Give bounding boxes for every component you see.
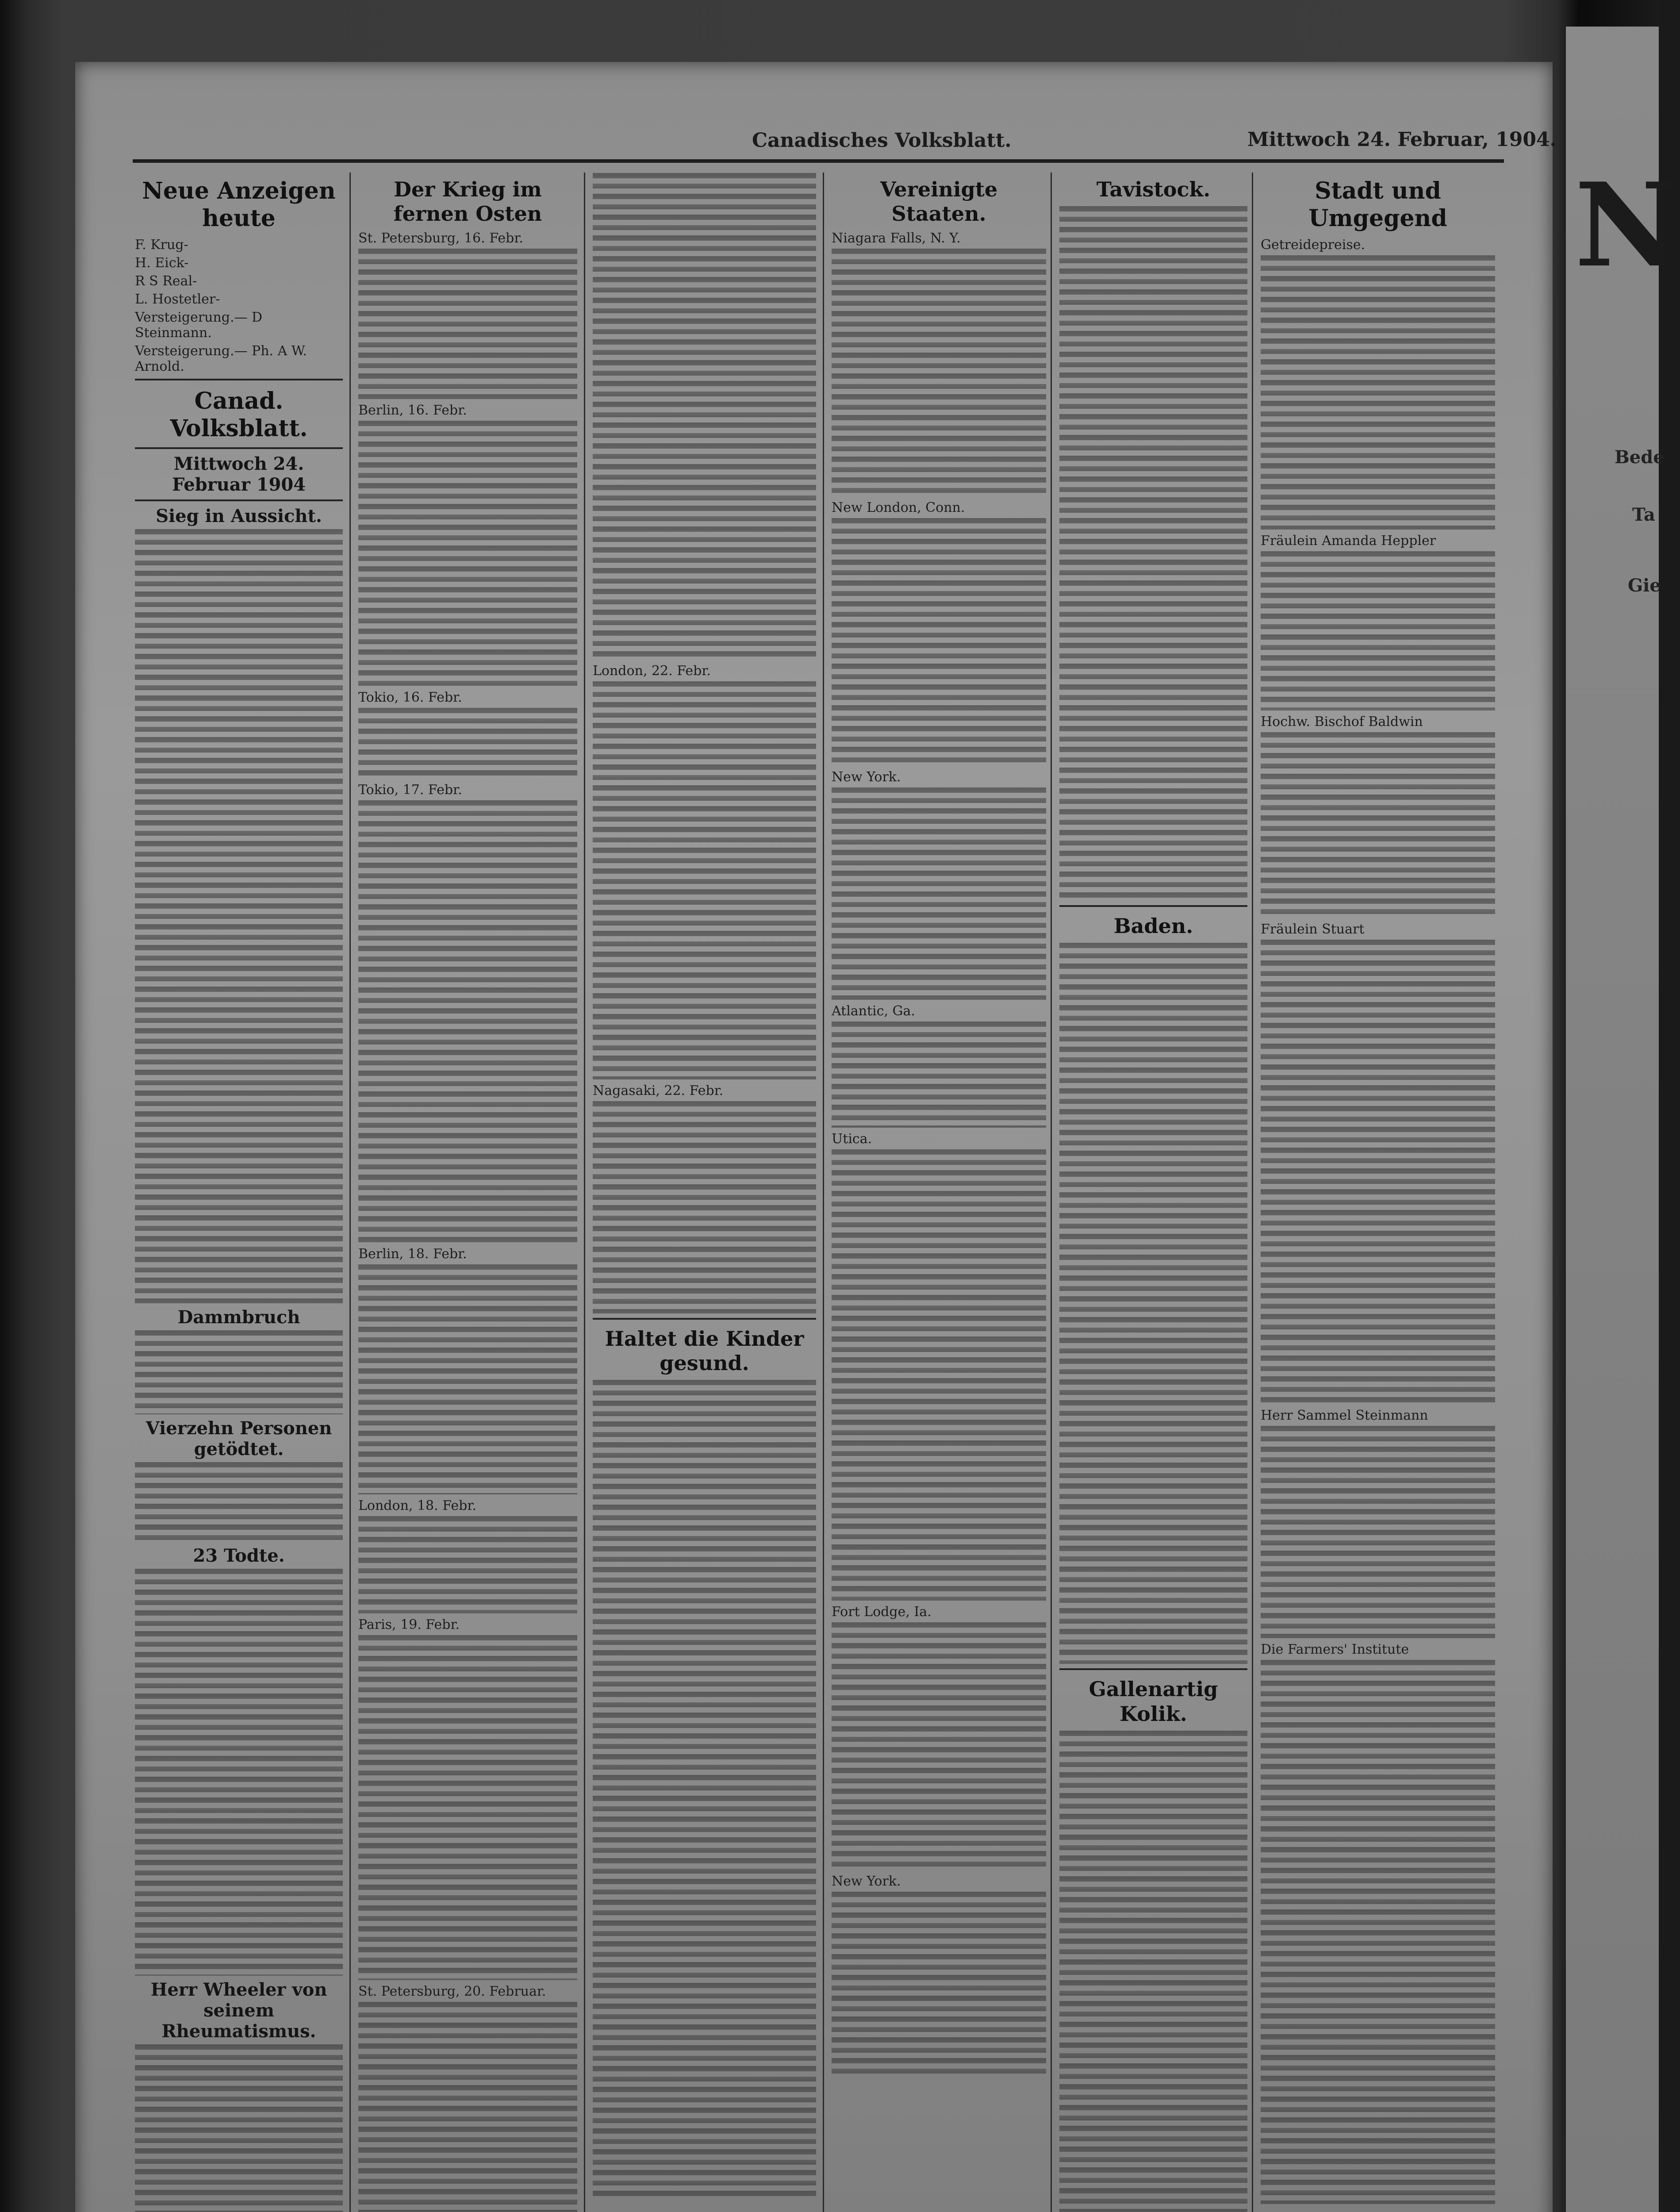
article-heading: Haltet die Kinder gesund.: [605, 1327, 804, 1375]
article-body: [1261, 551, 1495, 710]
adjacent-page-title-letter: N: [1575, 158, 1680, 293]
article-heading: Vereinigte Staaten.: [880, 177, 998, 226]
article-body: [135, 529, 343, 1303]
column-2: [358, 170, 577, 2212]
article-heading: Herr Wheeler von seinem Rheumatismus.: [150, 1979, 327, 2042]
header-rule: [133, 159, 1504, 163]
dateline: Atlantic, Ga.: [832, 1003, 915, 1019]
divider: [135, 379, 343, 380]
column-4: [832, 170, 1046, 2212]
article-body: [358, 421, 577, 686]
article-heading: Vierzehn Personen getödtet.: [146, 1417, 332, 1459]
adjacent-page-strip: [1566, 27, 1659, 2212]
divider: [135, 499, 343, 501]
column-rule: [823, 173, 824, 2212]
item-start: Fräulein Amanda Heppler: [1261, 533, 1436, 549]
dateline: Nagasaki, 22. Febr.: [593, 1083, 724, 1098]
item-start: Herr Sammel Steinmann: [1261, 1407, 1428, 1423]
article-body: [593, 681, 816, 1079]
article-body: [1059, 943, 1247, 1664]
ads-heading: Neue Anzeigen heute: [142, 177, 336, 232]
ad-line: L. Hostetler-: [135, 291, 220, 307]
article-body: [1261, 732, 1495, 918]
dateline: Berlin, 16. Febr.: [358, 403, 467, 419]
article-body: [1261, 1426, 1495, 1638]
article-body: [1261, 1660, 1495, 2204]
column-5: [1059, 170, 1247, 2212]
dateline: New York.: [832, 1874, 901, 1889]
dateline: Utica.: [832, 1131, 872, 1147]
ad-line: F. Krug-: [135, 237, 188, 253]
dateline: Paris, 19. Febr.: [358, 1617, 460, 1633]
article-body: [1059, 206, 1247, 901]
article-body: [832, 518, 1046, 766]
dateline: Tokio, 17. Febr.: [358, 782, 462, 798]
item-start: Hochw. Bischof Baldwin: [1261, 714, 1423, 730]
article-heading: Sieg in Aussicht.: [156, 505, 322, 526]
article-body: [1059, 1731, 1247, 2212]
article-heading: 23 Todte.: [193, 1545, 285, 1566]
article-body: [593, 173, 816, 660]
article-body: [832, 1622, 1046, 1870]
paper-title: Canad. Volksblatt.: [170, 387, 308, 442]
dateline: Tokio, 16. Febr.: [358, 690, 462, 706]
article-heading: Tavistock.: [1096, 177, 1211, 201]
date-line: Mittwoch 24. Februar 1904: [172, 453, 306, 495]
article-heading: Der Krieg im fernen Osten: [393, 177, 542, 226]
item-start: Getreidepreise.: [1261, 237, 1365, 253]
column-rule: [584, 173, 585, 2212]
column-1: [135, 170, 343, 2212]
divider: [1059, 1668, 1247, 1670]
article-body: [593, 1380, 816, 2198]
ad-line: H. Eick-: [135, 255, 189, 271]
item-start: Die Farmers' Institute: [1261, 1641, 1409, 1657]
column-6: [1261, 170, 1495, 2212]
article-body: [358, 249, 577, 399]
article-body: [135, 1569, 343, 1976]
divider: [1059, 905, 1247, 907]
ad-line: Versteigerung.— D Steinmann.: [135, 309, 263, 341]
article-body: [135, 1462, 343, 1542]
dateline: London, 18. Febr.: [358, 1498, 476, 1514]
article-body: [135, 2044, 343, 2212]
article-body: [358, 1635, 577, 1980]
article-body: [1261, 940, 1495, 1404]
article-body: [832, 249, 1046, 496]
article-body: [832, 787, 1046, 1000]
article-body: [358, 1264, 577, 1494]
article-body: [832, 1149, 1046, 1601]
article-body: [832, 1022, 1046, 1128]
article-heading: Dammbruch: [177, 1306, 300, 1328]
divider: [135, 447, 343, 449]
article-body: [358, 1516, 577, 1613]
adjacent-page-fragment: Ta: [1632, 504, 1655, 525]
ad-line: R S Real-: [135, 273, 197, 289]
article-body: [358, 708, 577, 779]
article-heading: Baden.: [1113, 914, 1193, 938]
article-heading: Gallenartig Kolik.: [1089, 1677, 1218, 1726]
dateline: Fort Lodge, Ia.: [832, 1604, 932, 1620]
column-3: [593, 170, 816, 2212]
item-start: Fräulein Stuart: [1261, 921, 1365, 937]
article-body: [135, 1330, 343, 1414]
page-running-date: Mittwoch 24. Februar, 1904.: [1247, 128, 1557, 151]
column-rule: [1051, 173, 1052, 2212]
article-heading: Stadt und Umgegend: [1308, 177, 1447, 232]
ad-line: Versteigerung.— Ph. A W. Arnold.: [135, 343, 307, 374]
column-rule: [349, 173, 351, 2212]
article-body: [832, 1892, 1046, 2078]
dateline: St. Petersburg, 20. Februar.: [358, 1984, 546, 2000]
divider: [593, 1318, 816, 1320]
dateline: London, 22. Febr.: [593, 663, 711, 679]
article-body: [358, 2002, 577, 2212]
dateline: Berlin, 18. Febr.: [358, 1246, 467, 1262]
dateline: Niagara Falls, N. Y.: [832, 230, 961, 246]
adjacent-page-fragment: Gie: [1628, 575, 1661, 596]
dateline: New York.: [832, 769, 901, 785]
article-body: [1261, 255, 1495, 530]
adjacent-page-fragment: Bede: [1615, 447, 1665, 468]
page-running-title: Canadisches Volksblatt.: [752, 129, 1012, 152]
article-body: [358, 800, 577, 1243]
dateline: St. Petersburg, 16. Febr.: [358, 230, 523, 246]
dateline: New London, Conn.: [832, 500, 965, 516]
article-body: [593, 1101, 816, 1313]
column-rule: [1252, 173, 1253, 2212]
